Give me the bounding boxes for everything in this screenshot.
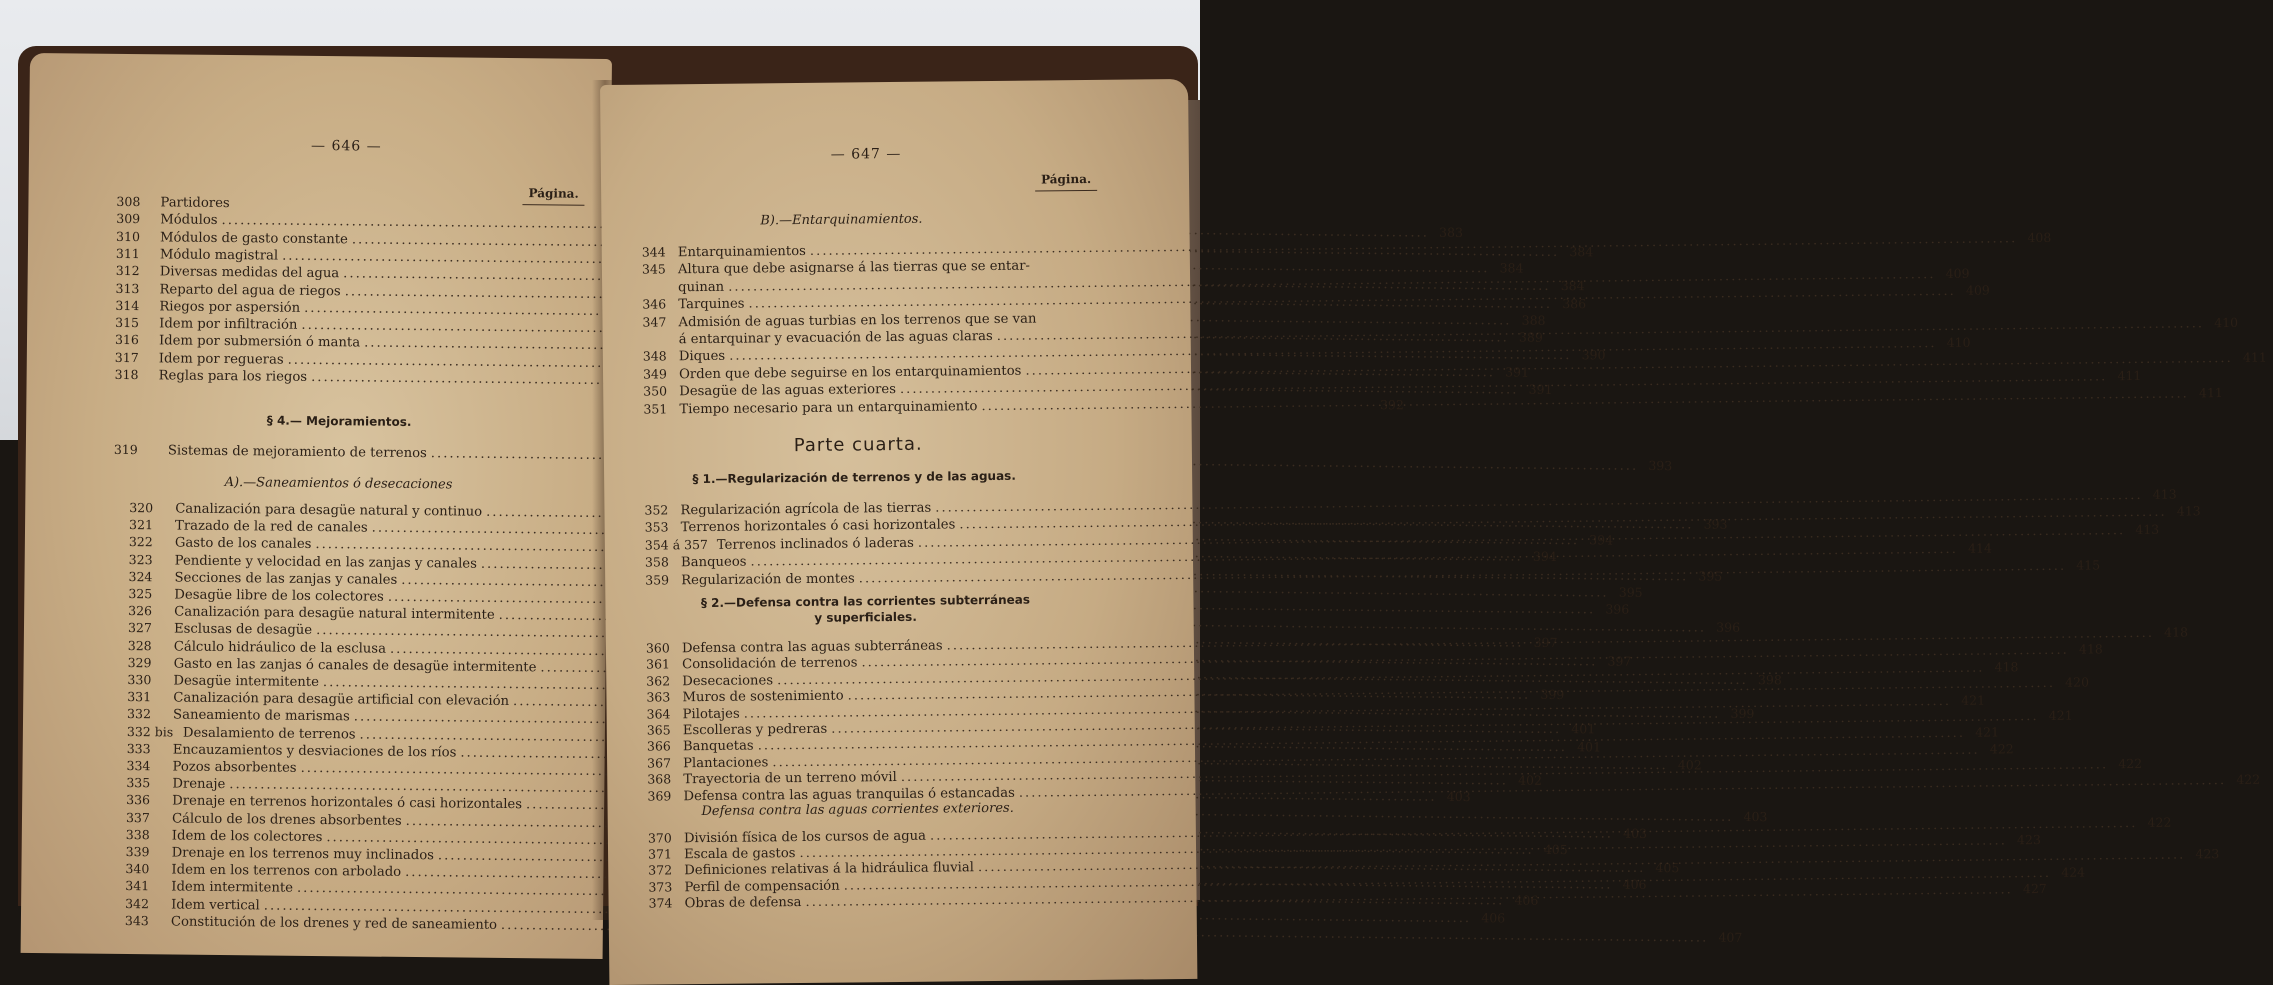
entry-page: 391 [1522,382,1552,397]
entry-title: Diversas medidas del agua [160,265,340,282]
entry-page: 406 [1475,910,1505,925]
entry-page: 398 [1752,672,1782,687]
entry-title: Trazado de la red de canales [175,519,368,536]
entry-number: 329 [128,655,174,670]
entry-page: 422 [1984,741,2014,756]
entry-page: 411 [2237,349,2267,364]
entry-title: Diques [679,349,725,364]
entry-title: Banquetas [683,739,754,755]
entry-title: Drenaje en terrenos horizontales ó casi horizontales [172,794,522,813]
entry-title: Desagüe intermitente [173,673,319,690]
entry-page: 386 [1556,295,1586,310]
entry-title: Canalización para desagüe natural y continuo [175,501,482,519]
entry-page: 401 [1565,721,1595,736]
entry-page: 421 [1969,725,1999,740]
entry-title: Tiempo necesario para un entarquinamiento [679,399,977,417]
entry-title: Pendiente y velocidad en las zanjas y canales [175,553,477,571]
entry-title: Drenaje en los terrenos muy inclinados [172,845,434,863]
entry-page: 422 [2112,756,2142,771]
entry-page: 410 [2208,315,2238,330]
entry-page: 394 [1527,549,1557,564]
entry-page: 392 [1374,397,1404,412]
toc-entry [643,397,1089,419]
entry-number: 367 [647,755,683,770]
entry-number: 333 [127,741,173,756]
entry-number: 350 [643,383,679,398]
entry-page: 413 [2171,504,2201,519]
entry-number: 315 [115,315,159,330]
entry-page: 423 [2011,832,2041,847]
entry-number: 324 [128,569,174,584]
entry-page: 427 [2017,881,2047,896]
entry-number: 331 [127,689,173,704]
entry-number: 340 [125,861,171,876]
entry-title: Cálculo de los drenes absorbentes [172,811,402,828]
entry-number: 365 [647,722,683,737]
entry-title: Reglas para los riegos [159,368,308,385]
entry-title: Drenaje [172,777,225,793]
entry-page: 418 [1988,659,2018,674]
entry-title: Definiciones relativas á la hidráulica fluvial [684,861,974,879]
entry-page: 423 [2189,847,2219,862]
entry-number: 342 [125,896,171,911]
entry-number: 361 [646,657,682,672]
entry-title: Escolleras y pedreras [683,722,828,739]
entry-page: 418 [2073,642,2103,657]
entry-number: 370 [648,830,684,845]
entry-title: Canalización para desagüe natural intermitente [174,605,495,623]
entry-page: 413 [2147,487,2177,502]
entry-number: 313 [115,280,159,295]
section-heading: § 4.— Mejoramientos. [114,412,564,432]
entry-page: 401 [1571,739,1601,754]
entry-page: 422 [2230,771,2260,786]
entry-title: Regularización de montes [681,571,855,588]
entry-number: 326 [128,603,174,618]
entry-page: 394 [1583,532,1613,547]
entry-number: 321 [129,517,175,532]
entry-number: 319 [114,442,168,458]
entry-title: Desagüe de las aguas exteriores [679,382,896,399]
entry-number: 341 [125,878,171,893]
toc-entry [649,891,1081,913]
entry-title: Módulos [160,213,217,229]
entry-page: 384 [1563,244,1593,259]
entry-title: Partidores [160,195,229,211]
entry-number: 338 [126,827,172,842]
entry-page: 389 [1513,330,1543,345]
section-heading: § 1.—Regularización de terrenos y de las aguas. [644,468,1064,487]
entry-page: 402 [1512,773,1542,788]
left-page [21,53,612,959]
entry-title: Banqueos [681,555,747,571]
entry-number: 335 [126,775,172,790]
entry-title: Saneamiento de marismas [173,708,350,725]
entry-number: 362 [646,673,682,688]
entry-page: 403 [1441,789,1471,804]
entry-page: 403 [1737,809,1767,824]
entry-number: 352 [644,502,680,517]
entry-title: Desecaciones [682,673,773,689]
entry-number: 332 bis [127,724,183,740]
entry-page: 421 [2043,708,2073,723]
entry-title: Pilotajes [683,706,740,722]
entry-number: 358 [645,554,681,569]
entry-page: 395 [1692,568,1722,583]
entry-number: 364 [647,706,683,721]
entry-page: 393 [1697,516,1727,531]
entry-number: 334 [126,758,172,773]
entry-title: Idem por infiltración [159,316,297,332]
entry-title: Esclusas de desagüe [174,622,312,638]
entry-page: 415 [2070,557,2100,572]
toc-entry [114,384,564,406]
entry-number: 339 [126,844,172,859]
toc-entry [125,913,561,935]
entry-number: 351 [643,401,679,416]
part-heading: Parte cuarta. [794,433,994,456]
entry-title: Tarquines [678,297,744,313]
entry-number: 316 [115,332,159,347]
entry-page: 399 [1724,706,1754,721]
entry-number: 337 [126,810,172,825]
entry-number: 328 [128,638,174,653]
entry-title: Orden que debe seguirse en los entarquinamientos [679,363,1022,382]
entry-title: Constitución de los drenes y red de saneamiento [171,914,497,932]
entry-number: 323 [129,552,175,567]
toc-entry [114,442,564,464]
entry-number: 371 [648,846,684,861]
entry-page: 395 [1613,584,1643,599]
entry-page: 399 [1534,687,1564,702]
entry-number: 374 [649,895,685,910]
entry-number: 372 [648,863,684,878]
entry-number: 318 [115,367,159,382]
entry-title: Idem vertical [171,897,260,913]
entry-title: Obras de defensa [685,895,802,911]
entry-title: División física de los cursos de agua [684,829,926,847]
entry-title: Desalamiento de terrenos [183,725,356,742]
entry-page: 402 [1672,757,1702,772]
subsection-heading: B).—Entarquinamientos. [641,210,1041,229]
entry-title: Módulos de gasto constante [160,230,348,247]
entry-page: 411 [2111,368,2141,383]
entry-number: 343 [125,913,171,928]
entry-title: á entarquinar y evacuación de las aguas claras [679,329,993,347]
entry-number: 349 [643,366,679,381]
entry-title: Escala de gastos [684,846,796,862]
entry-number: 345 [642,262,678,277]
subsection-heading: Defensa contra las aguas corrientes exteriores. [648,800,1068,819]
entry-title: Canalización para desagüe artificial con elevación [173,691,509,710]
entry-title: Riegos por aspersión [159,299,300,315]
entry-number: 309 [116,211,160,226]
entry-page: 422 [2141,815,2171,830]
section-heading: y superficiales. [646,608,1086,628]
entry-page: 406 [1508,893,1538,908]
entry-number: 359 [645,572,681,587]
entry-page: 405 [1649,860,1679,875]
entry-title: Regularización agrícola de las tierras [680,501,931,519]
entry-number: 344 [642,244,678,259]
page-number: — 647 — [831,146,902,163]
entry-page: 397 [1601,653,1631,668]
entry-title: Entarquinamientos [678,244,806,260]
entry-page: 388 [1515,312,1545,327]
entry-number: 354 á 357 [645,537,717,553]
entry-number: 327 [128,620,174,635]
entry-title: Admisión de aguas turbias en los terrenos que se van [678,311,1036,330]
entry-title: Altura que debe asignarse á las tierras que se entar- [678,259,1030,278]
entry-page: 424 [2055,864,2085,879]
entry-title: Muros de sostenimiento [682,689,843,706]
entry-title: quinan [678,280,724,295]
entry-page: 411 [2193,385,2223,400]
pagina-column-header: Página. [529,186,579,201]
entry-title: Gasto de los canales [175,536,312,552]
entry-title: Idem de los colectores [172,828,323,845]
entry-number: 366 [647,739,683,754]
entry-title: Idem intermitente [171,880,293,896]
entry-title: Defensa contra las aguas subterráneas [682,639,943,657]
entry-title: Trayectoria de un terreno móvil [683,770,897,787]
entry-number: 330 [127,672,173,687]
entry-title: Idem por regueras [159,351,284,367]
entry-number: 312 [116,263,160,278]
entry-page: 396 [1710,620,1740,635]
entry-title: Encauzamientos y desviaciones de los ríos [173,742,457,760]
right-page [600,79,1197,985]
entry-number: 320 [129,500,175,515]
entry-page: 410 [1940,335,1970,350]
entry-title: Terrenos inclinados ó laderas [717,536,914,553]
entry-page: 396 [1599,601,1629,616]
entry-page: 383 [1433,225,1463,240]
entry-title: Módulo magistral [160,247,278,263]
entry-page: 405 [1538,842,1568,857]
entry-page: 384 [1555,278,1585,293]
entry-page: 391 [1499,364,1529,379]
entry-number: 373 [648,879,684,894]
entry-title: Consolidación de terrenos [682,656,858,673]
entry-number: 346 [642,296,678,311]
entry-page: 409 [1960,283,1990,298]
entry-title: Perfil de compensación [684,878,839,895]
entry-page: 418 [2158,624,2188,639]
entry-page: 407 [1712,929,1742,944]
page-number: — 646 — [311,138,382,155]
toc-entry [645,568,1091,590]
subsection-heading: A).—Saneamientos ó desecaciones [113,474,563,494]
entry-page: 393 [1642,458,1672,473]
entry-page: 384 [1493,260,1523,275]
entry-page: 420 [2059,675,2089,690]
entry-page: 408 [2021,230,2051,245]
pagina-column-header: Página. [1041,172,1091,187]
entry-number: 347 [642,314,678,329]
entry-page: 413 [2129,522,2159,537]
entry-title: Desagüe libre de los colectores [174,587,384,604]
entry-page: 421 [1955,692,1985,707]
entry-number: 311 [116,246,160,261]
entry-page: 406 [1616,877,1646,892]
entry-number: 363 [646,689,682,704]
entry-number: 310 [116,228,160,243]
entry-title: Gasto en las zanjas ó canales de desagüe intermitente [174,656,537,675]
entry-title: Terrenos horizontales ó casi horizontales [681,518,956,536]
entry-number: 314 [115,298,159,313]
section-heading: § 2.—Defensa contra las corrientes subterráneas [645,592,1085,612]
entry-number: 317 [115,350,159,365]
entry-page: 409 [1939,266,1969,281]
entry-page: 397 [1527,635,1557,650]
entry-number: 348 [643,349,679,364]
entry-number: 368 [647,771,683,786]
entry-page: 414 [1962,541,1992,556]
entry-number: 353 [645,520,681,535]
entry-number: 332 [127,706,173,721]
entry-title: Reparto del agua de riegos [159,282,340,299]
entry-number: 360 [646,640,682,655]
entry-title: Pozos absorbentes [172,759,296,775]
entry-title: Plantaciones [683,755,768,771]
entry-number: 308 [116,194,160,209]
entry-page: 390 [1575,348,1605,363]
entry-title: Idem en los terrenos con arbolado [171,863,401,880]
entry-number: 369 [647,788,683,803]
entry-title: Idem por submersión ó manta [159,334,360,351]
entry-number: 325 [128,586,174,601]
entry-title: Cálculo hidráulico de la esclusa [174,639,386,656]
entry-title: Secciones de las zanjas y canales [174,570,397,587]
entry-number: 336 [126,792,172,807]
entry-title: Sistemas de mejoramiento de terrenos [168,443,427,461]
entry-number: 322 [129,534,175,549]
entry-title: Defensa contra las aguas tranquilas ó estancadas [683,785,1014,803]
entry-page: 403 [1617,825,1647,840]
